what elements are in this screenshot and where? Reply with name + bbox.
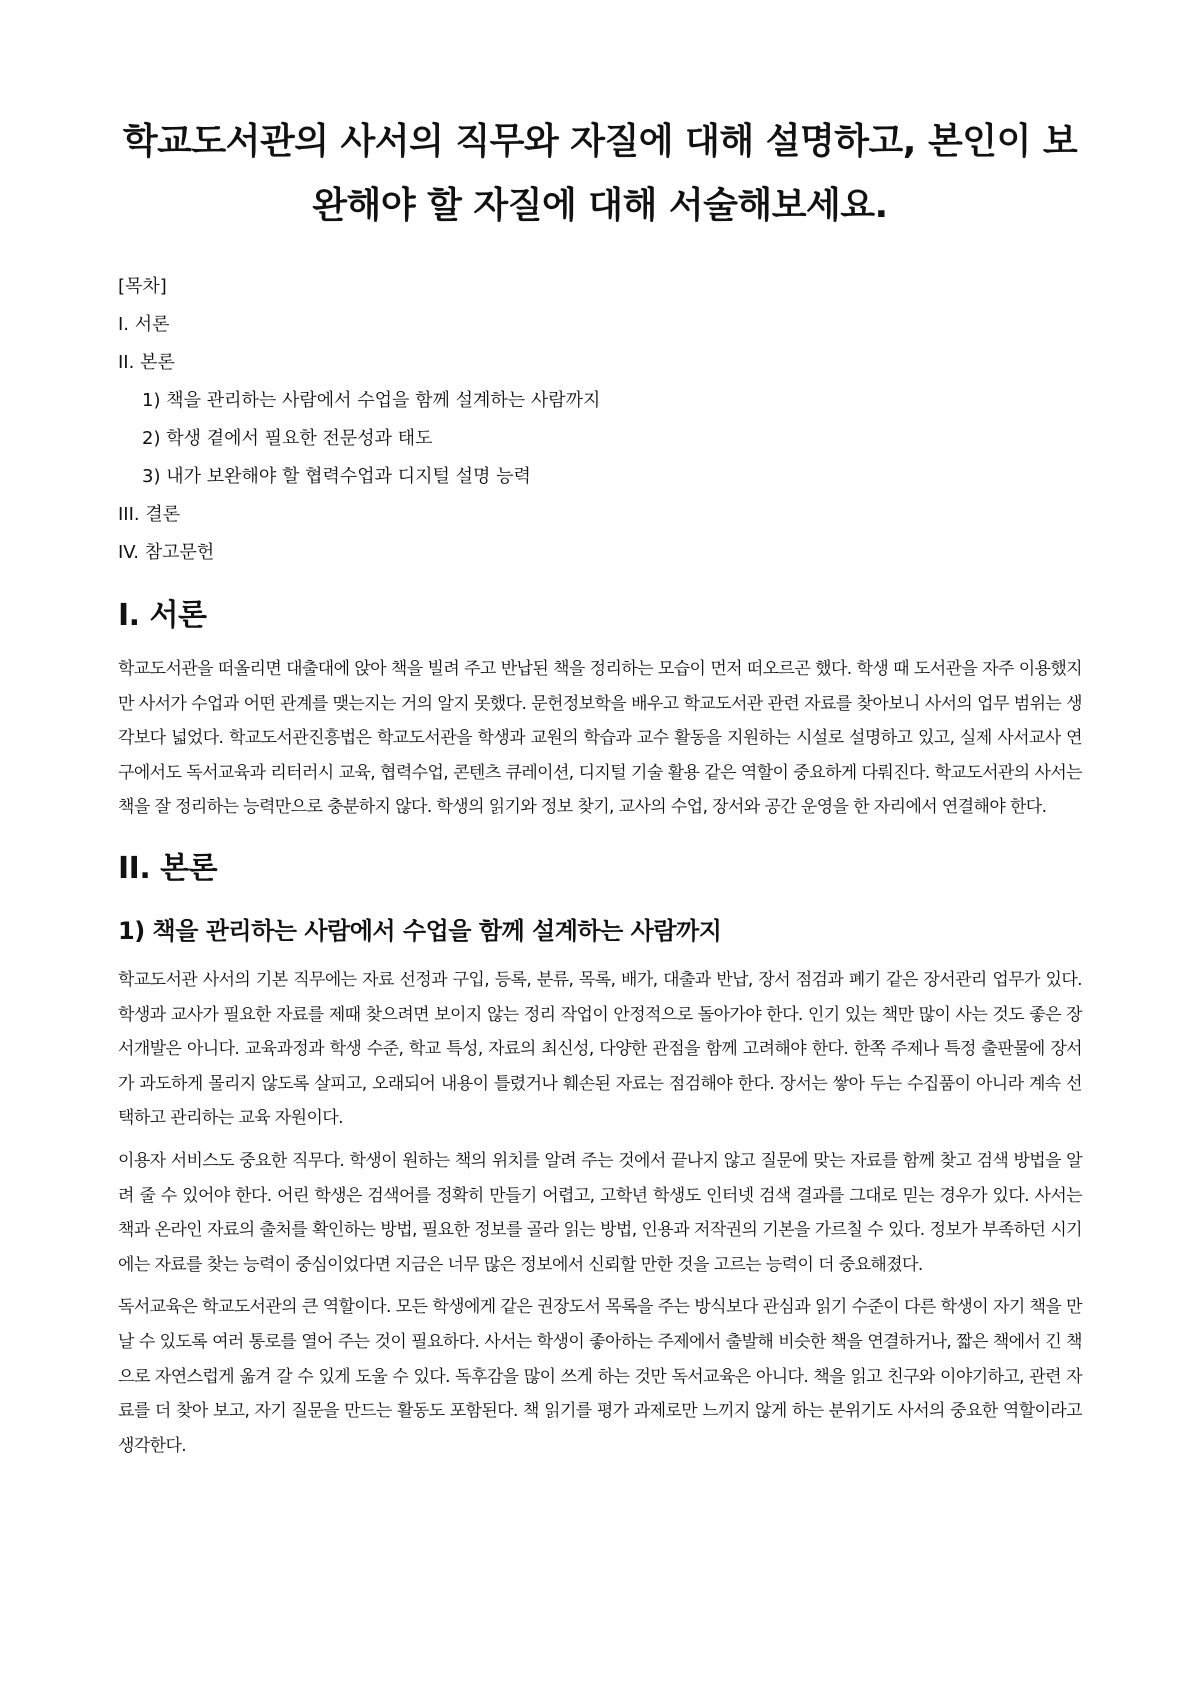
body-paragraph-2: 이용자 서비스도 중요한 직무다. 학생이 원하는 책의 위치를 알려 주는 것에서 끝나지 않고 질문에 맞는 자료를 함께 찾고 검색 방법을 알려 줄 수 있어야 한다. 어린 학생은 검색어를 정확히 만들기 어렵고, 고학년 학생도 인터넷 검색 결과를 그대로 믿는 경우가 있다. 사서는 책과 온라인 자료의 출처를 확인하는 방법, 필요한 정보를 골라 읽는 방법, 인용과 저작권의 기본을 가르칠 수 있다. 정보가 부족하던 시기에는 자료를 찾는 능력이 중심이었다면 지금은 너무 많은 정보에서 신뢰할 만한 것을 고르는 능력이 더 중요해졌다. bbox=[118, 1150, 1082, 1275]
subsection-heading-1: 1) 책을 관리하는 사람에서 수업을 함께 설계하는 사람까지 bbox=[118, 916, 722, 945]
document-title: 학교도서관의 사서의 직무와 자질에 대해 설명하고, 본인이 보완해야 할 자질에 대해 서술해보세요. bbox=[122, 121, 1078, 226]
toc-heading: [목차] bbox=[118, 276, 167, 297]
toc-item-conclusion: III. 결론 bbox=[118, 504, 181, 525]
intro-paragraph: 학교도서관을 떠올리면 대출대에 앉아 책을 빌려 주고 반납된 책을 정리하는 모습이 먼저 떠오르곤 했다. 학생 때 도서관을 자주 이용했지만 사서가 수업과 어떤 관계를 맺는지는 거의 알지 못했다. 문헌정보학을 배우고 학교도서관 관련 자료를 찾아보니 사서의 업무 범위는 생각보다 넓었다. 학교도서관진흥법은 학교도서관을 학생과 교원의 학습과 교수 활동을 지원하는 시설로 설명하고 있고, 실제 사서교사 연구에서도 독서교육과 리터러시 교육, 협력수업, 콘텐츠 큐레이션, 디지털 기술 활용 같은 역할이 중요하게 다뤄진다. 학교도서관의 사서는 책을 잘 정리하는 능력만으로 충분하지 않다. 학생의 읽기와 정보 찾기, 교사의 수업, 장서와 공간 운영을 한 자리에서 연결해야 한다. bbox=[118, 659, 1082, 818]
toc-item-body-2: 2) 학생 곁에서 필요한 전문성과 태도 bbox=[142, 428, 433, 449]
table-of-contents bbox=[118, 268, 1082, 572]
body-paragraph-3: 독서교육은 학교도서관의 큰 역할이다. 모든 학생에게 같은 권장도서 목록을 주는 방식보다 관심과 읽기 수준이 다른 학생이 자기 책을 만날 수 있도록 여러 통로를 열어 주는 것이 필요하다. 사서는 학생이 좋아하는 주제에서 출발해 비슷한 책을 연결하거나, 짧은 책에서 긴 책으로 자연스럽게 옮겨 갈 수 있게 도울 수 있다. 독후감을 많이 쓰게 하는 것만 독서교육은 아니다. 책을 읽고 친구와 이야기하고, 관련 자료를 더 찾아 보고, 자기 질문을 만드는 활동도 포함된다. 책 읽기를 평가 과제로만 느끼지 않게 하는 분위기도 사서의 중요한 역할이라고 생각한다. bbox=[118, 1297, 1082, 1456]
toc-item-body-3: 3) 내가 보완해야 할 협력수업과 디지털 설명 능력 bbox=[142, 466, 531, 487]
toc-item-references: IV. 참고문헌 bbox=[118, 542, 215, 563]
section-heading-body: II. 본론 bbox=[118, 850, 218, 886]
body-paragraph-1: 학교도서관 사서의 기본 직무에는 자료 선정과 구입, 등록, 분류, 목록, 배가, 대출과 반납, 장서 점검과 폐기 같은 장서관리 업무가 있다. 학생과 교사가 필요한 자료를 제때 찾으려면 보이지 않는 정리 작업이 안정적으로 돌아가야 한다. 인기 있는 책만 많이 사는 것도 좋은 장서개발은 아니다. 교육과정과 학생 수준, 학교 특성, 자료의 최신성, 다양한 관점을 함께 고려해야 한다. 한쪽 주제나 특정 출판물에 장서가 과도하게 몰리지 않도록 살피고, 오래되어 내용이 틀렸거나 훼손된 자료는 점검해야 한다. 장서는 쌓아 두는 수집품이 아니라 계속 선택하고 관리하는 교육 자원이다. bbox=[118, 969, 1082, 1129]
section-heading-intro: I. 서론 bbox=[118, 598, 207, 633]
toc-item-body-1: 1) 책을 관리하는 사람에서 수업을 함께 설계하는 사람까지 bbox=[142, 390, 601, 411]
toc-item-intro: I. 서론 bbox=[118, 314, 170, 335]
toc-item-body: II. 본론 bbox=[118, 352, 175, 373]
